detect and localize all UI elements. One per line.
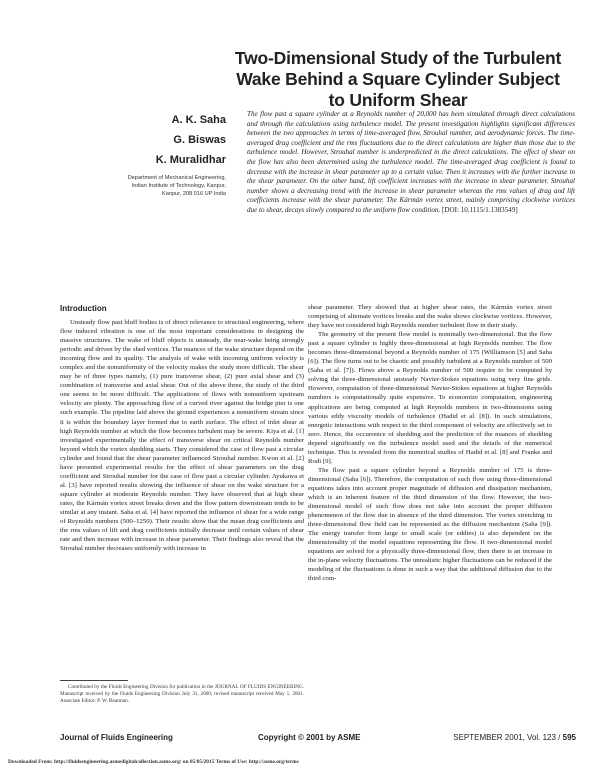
footer-journal-name: Journal of Fluids Engineering: [60, 733, 173, 742]
footnote-divider: [60, 680, 128, 681]
abstract-text: The flow past a square cylinder at a Reynolds number of 20,000 has been simulated through direct calculations and through the calculations using turbulence model. The present investigation highlights significant differences between the two approaches in terms of time-averaged flow, Strouhal number, and aerodynamic forces. The time-averaged drag coefficient and the rms fluctuations due to the direct calculations are higher than those due to the turbulence model. However, Strouhal number is underpredicted in the direct calculations. The effect of shear on the flow has also been determined using the turbulence model. The time-averaged drag coefficient is found to decrease with the increase in shear parameter up to a certain value. Then it increases with the further increase in the shear parameter. On the other hand, lift coefficient increases with the increase in shear parameter. Strouhal number shows a decreasing trend with the increase in shear parameter whereas the rms values of drag and lift coefficients increase with the shear parameter. The Kármán vortex street, mainly comprising clockwise vortices due to shear, decays slowly compared to the uniform flow condition.: [247, 110, 575, 214]
author-name: K. Muralidhar: [155, 154, 226, 166]
body-paragraph: The geometry of the present flow model is nominally two-dimensional. But the flow past a square cylinder is highly three-dimensional at high Reynolds number. The flow becomes three-dimensional beyond a Reynolds number of 175 (Williamson [5] and Saha [6]). The flow turns out to be chaotic and possibly turbulent at a Reynolds number of 500 (Saha et al. [7]). Flows above a Reynolds number of 500 require to be computed by solving the three-dimensional unsteady Navier-Stokes equations using very fine grids. However, computation of three-dimensional Navier-Stokes equations at higher Reynolds numbers is computationally quite expensive. To economize computation, engineering applications are being computed at high Reynolds numbers in two-dimensions using various eddy viscosity models of turbulence (Hadid et al. [8]). In such simulations, energetic interactions with respect to the third component of velocity are effectively set to zero. Hence, the occurrence of shedding and the prediction of the nuances of shedding depend significantly on the turbulence model used and the details of the numerical technique. This is revealed from the numerical studies of Hadid et al. [8] and Franke and Rodi [9].: [308, 331, 552, 465]
author-affiliation: Department of Mechanical Engineering, Indian Institute of Technology, Kanpur, Kanpur, 208 016 UP India: [127, 175, 226, 198]
footer-issue: [453, 733, 576, 742]
right-column: [308, 303, 552, 583]
footer-issue-info: SEPTEMBER 2001, Vol. 123 /: [453, 733, 561, 742]
download-notice: Downloaded From: http://fluidsengineering.asmedigitalcollection.asme.org/ on 05/05/2015 Terms of Use: http://asme.org/terms: [8, 759, 299, 765]
author-name: A. K. Saha: [171, 114, 226, 126]
section-heading-introduction: Introduction: [60, 304, 107, 313]
left-column: [60, 304, 304, 553]
body-paragraph: shear parameter. They showed that at higher shear rates, the Kármán vortex street comprising of alternate vortices breaks and the wake shows clockwise vortices. However, they have not considered high Reynolds number turbulent flow in their study.: [308, 304, 552, 330]
page-footer: [60, 733, 576, 747]
doi-reference[interactable]: [DOI: 10.1115/1.1383549]: [442, 205, 518, 214]
body-paragraph: The flow past a square cylinder beyond a Reynolds number of 175 is three-dimensional (Saha [6]). Therefore, the computation of such flow using three-dimensional equations takes into account proper magnitude of diffusion and dissipation mechanism, which is an inherent feature of the third dimension of the flow. However, the two-dimensional model of such flow does not take into account the proper diffusion phenomenon of the flow due in absence of the third dimension. The vortex stretching in three-dimensional flow field can be represented as the diffusion mechanism (Saha [9]). The energy transfer from large to small scale (or eddies) is also dependent on the dimensionality of the model equations representing the flow. If two-dimensional model equations are solved for a physically three-dimensional flow, then there is an increase in the in-plane velocity fluctuations. The unrealistic higher fluctuations can be reduced if the modeling of the fluctuations is done in such a way that the additional diffusion due to the third com-: [308, 466, 552, 583]
body-paragraph: Unsteady flow past bluff bodies is of direct relevance to structural engineering, where flow induced vibration is one of the most important considerations in designing the massive structures. The wake of bluff objects is unsteady, the near-wake being strongly periodic and driven by the shed vortices. The nuances of the wake structure depend on the incoming flow and its quality. The analysis of wake with incoming uniform velocity is complex and the nonuniformity of the velocity makes the study more difficult. The shear may be of three types namely, (1) pure transverse shear, (2) pure axial shear and (3) combination of transverse and axial shear. Out of the above three, the study of the third one seems to be more difficult. The applications of flows with nonuniform upstream velocity are plenty. The approaching flow of a curved river against the bridge pier is one such example. The pipeline laid above the ground experiences a nonuniform stream since it is within the boundary layer formed due to earth surface. The effect of inlet shear at high Reynolds number at which the flow becomes turbulent may be severe. Kiya et al. [1] investigated experimentally the effect of transverse shear on critical Reynolds number beyond which the vortex shedding starts. They considered the case of flow past a circular cylinder and found that the shear parameter influenced Strouhal number. Kwon et al. [2] have presented experimental results for the effect of shear parameters on the drag coefficient and Strouhal number for the case of flow past a circular cylinder. Ayukawa et al. [3] have reported results showing the influence of shear on the wake structure for a square cylinder at moderate Reynolds number. They have observed that at high shear rates, the Kármán vortex street breaks down and the flow pattern downstream tends to be similar at any instant. Saha et al. [4] have reported the influence of shear for a wide range of Reynolds numbers (500–1250). Their results show that the mean drag coefficients and the rms values of lift and drag coefficients initially decrease until certain values of shear rate and then increase with increase in shear parameter. Their findings also reveal that the Strouhal number decreases uniformly with increase in: [60, 319, 304, 553]
abstract: [247, 110, 575, 216]
author-name: G. Biswas: [173, 134, 226, 146]
paper-title: Two-Dimensional Study of the Turbulent Wake Behind a Square Cylinder Subject to Uniform Shear: [234, 48, 562, 110]
footnote: Contributed by the Fluids Engineering Division for publication in the JOURNAL OF FLUIDS ENGINEERING. Manuscript received by the Fluids Engineering Division July 31, 2000; revised manuscript received May 1, 2001. Associate Editor: P. W. Bearman.: [60, 684, 304, 704]
author-list: [150, 110, 226, 170]
footer-copyright: Copyright © 2001 by ASME: [258, 733, 361, 742]
footer-page-number: 595: [562, 733, 576, 742]
